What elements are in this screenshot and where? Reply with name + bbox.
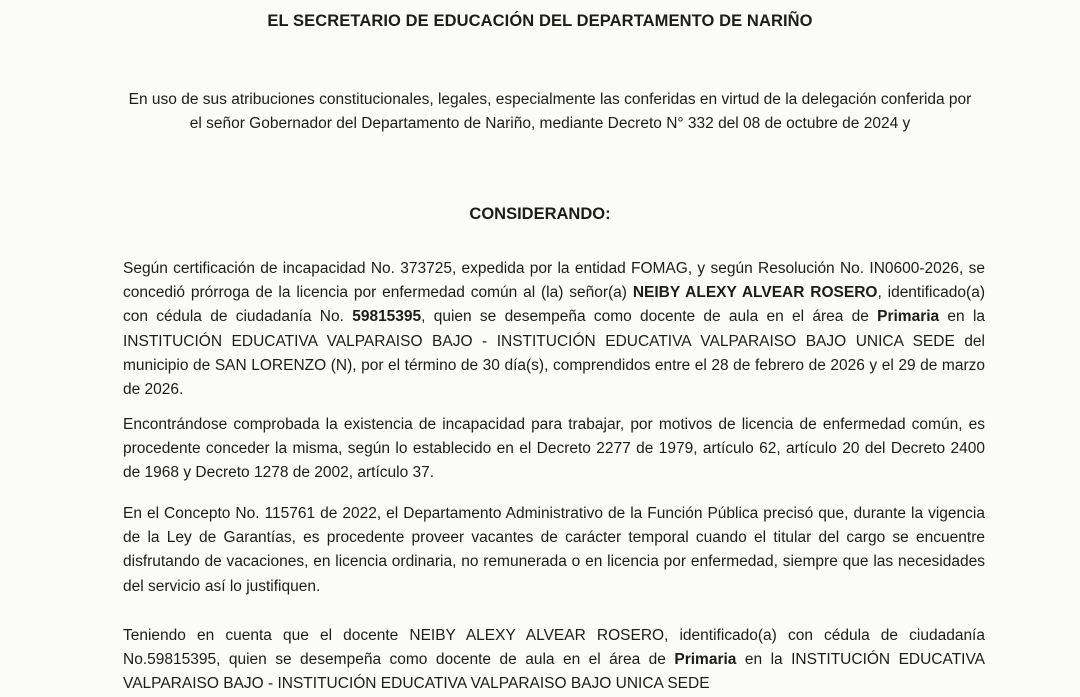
paragraph-text: , quien se desempeña como docente de aula en el área de bbox=[421, 308, 878, 326]
id-number: 59815395 bbox=[352, 308, 422, 326]
considerando-paragraph-3: En el Concepto No. 115761 de 2022, el Departamento Administrativo de la Función Pública precisó que, durante la vigencia de la Ley de Garantías, es procedente proveer vacantes de carácter temporal cuando el titular del cargo se encuentre disfrutando de vacaciones, en licencia ordinaria, no remunerada o en licencia por enfermedad, siempre que las necesidades del servicio así lo justifiquen. bbox=[123, 505, 985, 595]
teaching-area: Primaria bbox=[674, 651, 737, 669]
paragraph-text: , identificado(a) con cédula de ciudadanía No. bbox=[123, 284, 985, 326]
considerando-paragraph-2: Encontrándose comprobada la existencia de incapacidad para trabajar, por motivos de licencia de enfermedad común, es procedente conceder la misma, según lo establecido en el Decreto 2277 de 1979, artículo 62, artículo 20 del Decreto 2400 de 1968 y Decreto 1278 de 2002, artículo 37. bbox=[123, 416, 985, 482]
paragraph-text: en la INSTITUCIÓN EDUCATIVA VALPARAISO BAJO - INSTITUCIÓN EDUCATIVA VALPARAISO BAJO UNICA SEDE bbox=[123, 651, 985, 693]
paragraph-text: Según certificación de incapacidad No. 373725, expedida por la entidad FOMAG, y según Resolución No. IN0600-2026, se concedió prórroga de la licencia por enfermedad común al (la) señor(a) bbox=[123, 260, 985, 302]
paragraph-text: en la INSTITUCIÓN EDUCATIVA VALPARAISO BAJO - INSTITUCIÓN EDUCATIVA VALPARAISO BAJO UNICA SEDE del municipio de SAN LORENZO (N), por el término de 30 día(s), comprendidos entre el 28 de febrero de 2026 y el 29 de marzo de 2026. bbox=[123, 308, 986, 399]
paragraph-text: Teniendo en cuenta que el docente NEIBY ALEXY ALVEAR ROSERO, identificado(a) con cédula de ciudadanía No.59815395, quien se desempeña como docente de aula en el área de bbox=[123, 627, 985, 669]
person-name: NEIBY ALEXY ALVEAR ROSERO bbox=[632, 284, 878, 302]
section-heading: CONSIDERANDO: bbox=[469, 205, 611, 223]
considerando-paragraph-1 bbox=[123, 257, 985, 402]
considerando-paragraph-4 bbox=[123, 624, 985, 697]
teaching-area: Primaria bbox=[877, 308, 940, 326]
document-title: EL SECRETARIO DE EDUCACIÓN DEL DEPARTAMENTO DE NARIÑO bbox=[267, 12, 813, 30]
intro-paragraph: En uso de sus atribuciones constitucionales, legales, especialmente las conferidas en virtud de la delegación conferida por el señor Gobernador del Departamento de Nariño, mediante Decreto N° 332 del 08 de octubre de 2024 y bbox=[128, 91, 972, 132]
